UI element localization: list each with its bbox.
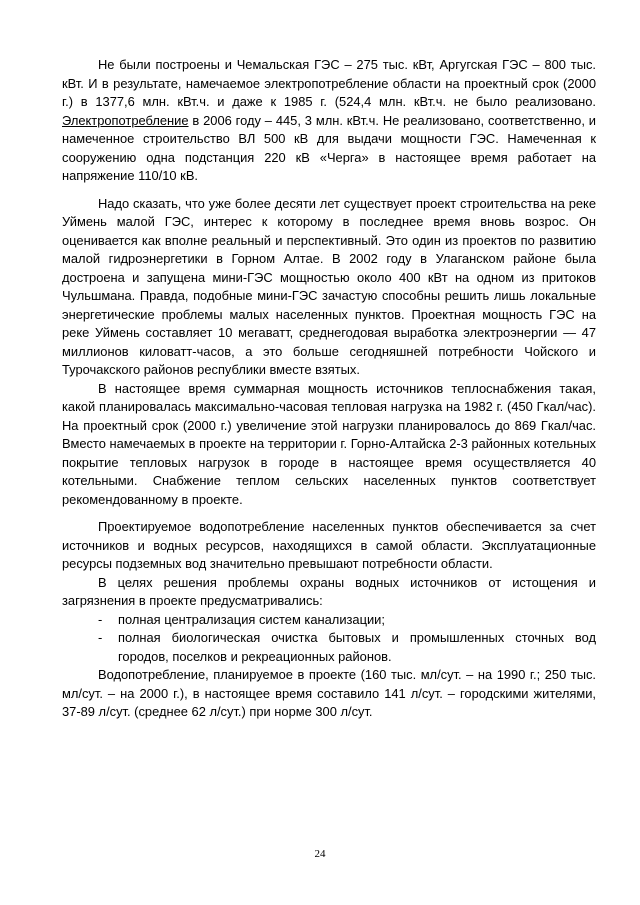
list-bullet: - — [98, 630, 103, 645]
paragraph-small-hydro: Надо сказать, что уже более десяти лет существует проект строительства на реке Уймень малой ГЭС, интерес к которому в последнее время вновь возрос. Он оценивается как вполне реальный и перспективный. Это один из проектов по развитию малой гидроэнергетики в Горном Алтае. В 2002 году в Улаганском районе была достроена и запущена мини-ГЭС мощностью около 400 кВт на одном из притоков Чульшмана. Правда, подобные мини-ГЭС зачастую способны решить лишь локальные энергетические проблемы малых населенных пунктов. Проектная мощность ГЭС на реке Уймень составляет 10 мегаватт, среднегодовая выработка электроэнергии — 47 миллионов киловатт-часов, а это больше сегодняшней потребности Чойского и Турочакского районов республики вместе взятых. — [62, 195, 596, 377]
page-number: 24 — [314, 848, 326, 860]
list-item-text: полная централизация систем канализации; — [118, 611, 385, 627]
paragraph-power-plants — [62, 56, 596, 186]
paragraph-power-plants-rest: в 2006 году – 445, 3 млн. кВт.ч. Не реализовано, соответственно, и намеченное строительство ВЛ 500 кВ для выдачи мощности ГЭС. Намеченная к сооружению одна подстанция 220 кВ «Черга» в настоящее время работает на напряжение 110/10 кВ. — [62, 112, 596, 183]
list-bullet: - — [98, 611, 103, 627]
paragraph-power-plants-text: Не были построены и Чемальская ГЭС – 275 тыс. кВт, Аргугская ГЭС – 800 тыс. кВт. И в результате, намечаемое электропотребление области на проектный срок (2000 г.) в 1377,6 млн. кВт.ч. и даже к 1985 г. (524,4 млн. кВт.ч. не было реализовано. — [62, 57, 596, 109]
underlined-term: Электропотребление — [62, 112, 189, 128]
page-body — [62, 56, 596, 722]
list-item — [62, 629, 596, 666]
list-item-text: полная биологическая очистка бытовых и промышленных сточных вод городов, поселков и рекреационных районов. — [118, 630, 596, 664]
paragraph-water-protection: В целях решения проблемы охраны водных источников от истощения и загрязнения в проекте предусматривались: — [62, 574, 596, 608]
paragraph-water-consumption: Проектируемое водопотребление населенных пунктов обеспечивается за счет источников и водных ресурсов, находящихся в самой области. Эксплуатационные ресурсы подземных вод значительно превышают потребности области. — [62, 519, 596, 571]
paragraph-water-norm: Водопотребление, планируемое в проекте (160 тыс. мл/сут. – на 1990 г.; 250 тыс. мл/сут. – на 2000 г.), в настоящее время составило 141 л/сут. – городскими жителями, 37-89 л/сут. (среднее 62 л/сут.) при норме 300 л/сут. — [62, 667, 596, 719]
measures-list — [62, 611, 596, 667]
list-item — [62, 611, 596, 630]
paragraph-heat-supply: В настоящее время суммарная мощность источников теплоснабжения такая, какой планировалась максимально-часовая тепловая нагрузка на 1982 г. (450 Гкал/час). На проектный срок (2000 г.) увеличение этой нагрузки планировалось до 869 Гкал/час. Вместо намечаемых в проекте на территории г. Горно-Алтайска 2-3 районных котельных покрытие тепловых нагрузок в городе в настоящее время осуществляется 40 котельными. Снабжение теплом сельских населенных пунктов соответствует рекомендованному в проекте. — [62, 380, 596, 507]
